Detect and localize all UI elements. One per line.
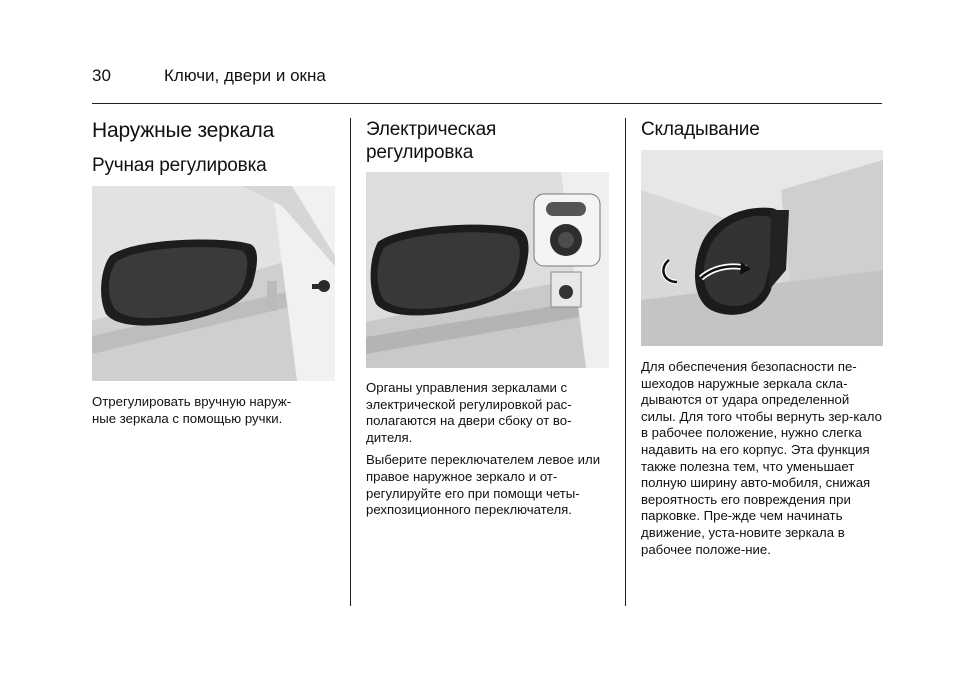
column-folding (641, 118, 885, 141)
column-electric-adjustment (366, 118, 610, 164)
paragraph: Органы управления зеркалами с электрической регулировкой рас-полагаются на двери сбоку от во-дителя. (366, 380, 572, 445)
section-title: Наружные зеркала (92, 119, 275, 142)
column-divider (350, 118, 351, 606)
subsection-title: Ручная регулировка (92, 155, 267, 176)
page-header (92, 66, 882, 90)
column-manual-adjustment (92, 118, 336, 177)
page-number: 30 (92, 66, 111, 85)
manual-mirror-photo (92, 186, 335, 381)
electric-adjustment-text (366, 380, 610, 525)
header-rule (92, 103, 882, 104)
running-title: Ключи, двери и окна (164, 66, 326, 85)
manual-adjustment-text: Отрегулировать вручную наруж- ные зеркала с помощью ручки. (92, 394, 292, 426)
section-title: Электрическая регулировка (366, 119, 497, 163)
column-divider (625, 118, 626, 606)
electric-mirror-photo (366, 172, 609, 368)
folding-mirror-photo (641, 150, 883, 346)
paragraph: Выберите переключателем левое или правое наружное зеркало и от-регулируйте его при помощи четы-рехпозиционного переключателя. (366, 452, 601, 518)
folding-text: Для обеспечения безопасности пе-шеходов наружные зеркала скла-дываются от удара определенной силы. Для того чтобы вернуть зер-кало в рабочее положение, нужно слегка надавить на его корпус. Эта функция также полезна тем, что уменьшает полную ширину авто-мобиля, снижая вероятность его повреждения при парковке. Пре-жде чем начинать движение, уста-новите зеркала в рабочее положе-ние. (641, 359, 882, 557)
section-title: Складывание (641, 119, 760, 140)
